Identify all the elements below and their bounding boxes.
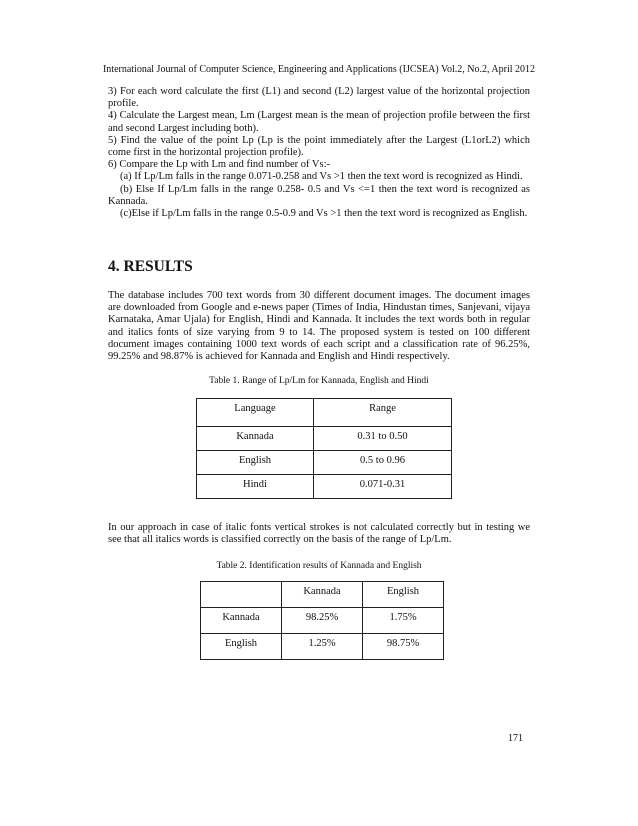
italic-paragraph [108,522,530,546]
table2-header-empty [201,582,282,608]
algorithm-step: 3) For each word calculate the first (L1) and second (L2) largest value of the horizontal projection profile. [108,86,530,110]
results-paragraph [108,290,530,363]
algorithm-step: 6) Compare the Lp with Lm and find number of Vs:- [108,159,331,171]
running-header: International Journal of Computer Science, Engineering and Applications (IJCSEA) Vol.2, No.2, April 2012 [102,64,536,75]
page-number: 171 [508,733,523,744]
table1 [196,398,452,499]
table1-header-range: Range [314,399,452,427]
algorithm-step: 5) Find the value of the point Lp (Lp is the point immediately after the Largest (L1orL2) which come first in the horizontal projection profile). [108,134,530,159]
table2 [200,581,444,660]
table2-header-english: English [363,582,444,608]
table-cell: 0.5 to 0.96 [314,451,452,475]
table-cell: Hindi [197,475,314,499]
algorithm-step: (a) If Lp/Lm falls in the range 0.071-0.258 and Vs >1 then the text word is recognized as Hindi. [120,171,523,183]
table-cell: 98.25% [282,608,363,634]
algorithm-step: 4) Calculate the Largest mean, Lm (Largest mean is the mean of projection profile between the first and second Largest including both). [108,110,530,134]
table-cell: 0.071-0.31 [314,475,452,499]
table-cell: 98.75% [363,634,444,660]
table-cell: 1.25% [282,634,363,660]
italic-text: In our approach in case of italic fonts vertical strokes is not calculated correctly but in testing we see that all italics words is classified correctly on the basis of the range of Lp/Lm. [108,522,530,546]
section-heading: 4. RESULTS [108,258,193,275]
table1-caption: Table 1. Range of Lp/Lm for Kannada, English and Hindi [209,376,429,386]
table-cell: 1.75% [363,608,444,634]
results-text: The database includes 700 text words from 30 different document images. The document images are downloaded from Google and e-news paper (Times of India, Hindustan times, Sanjevani, vijaya Karnataka, Amar Ujala) for English, Hindi and Kannada. It includes the text words both in regular and italics fonts of size varying from 9 to 14. The proposed system is tested on 100 different document images containing 1000 text words of each script and a classification rate of 96.25%, 99.25% and 98.87% is achieved for Kannada and English and Hindi respectively. [108,290,530,363]
table-cell: 0.31 to 0.50 [314,427,452,451]
table2-caption: Table 2. Identification results of Kannada and English [216,561,422,571]
algorithm-step: (c)Else if Lp/Lm falls in the range 0.5-0.9 and Vs >1 then the text word is recognized as English. [120,208,528,220]
table-cell: English [197,451,314,475]
table-cell: English [201,634,282,660]
algorithm-steps [108,86,530,220]
table2-header-kannada: Kannada [282,582,363,608]
table-cell: Kannada [197,427,314,451]
table-cell: Kannada [201,608,282,634]
algorithm-step: (b) Else If Lp/Lm falls in the range 0.258- 0.5 and Vs <=1 then the text word is recognized as Kannada. [108,183,530,207]
table1-header-language: Language [197,399,314,427]
